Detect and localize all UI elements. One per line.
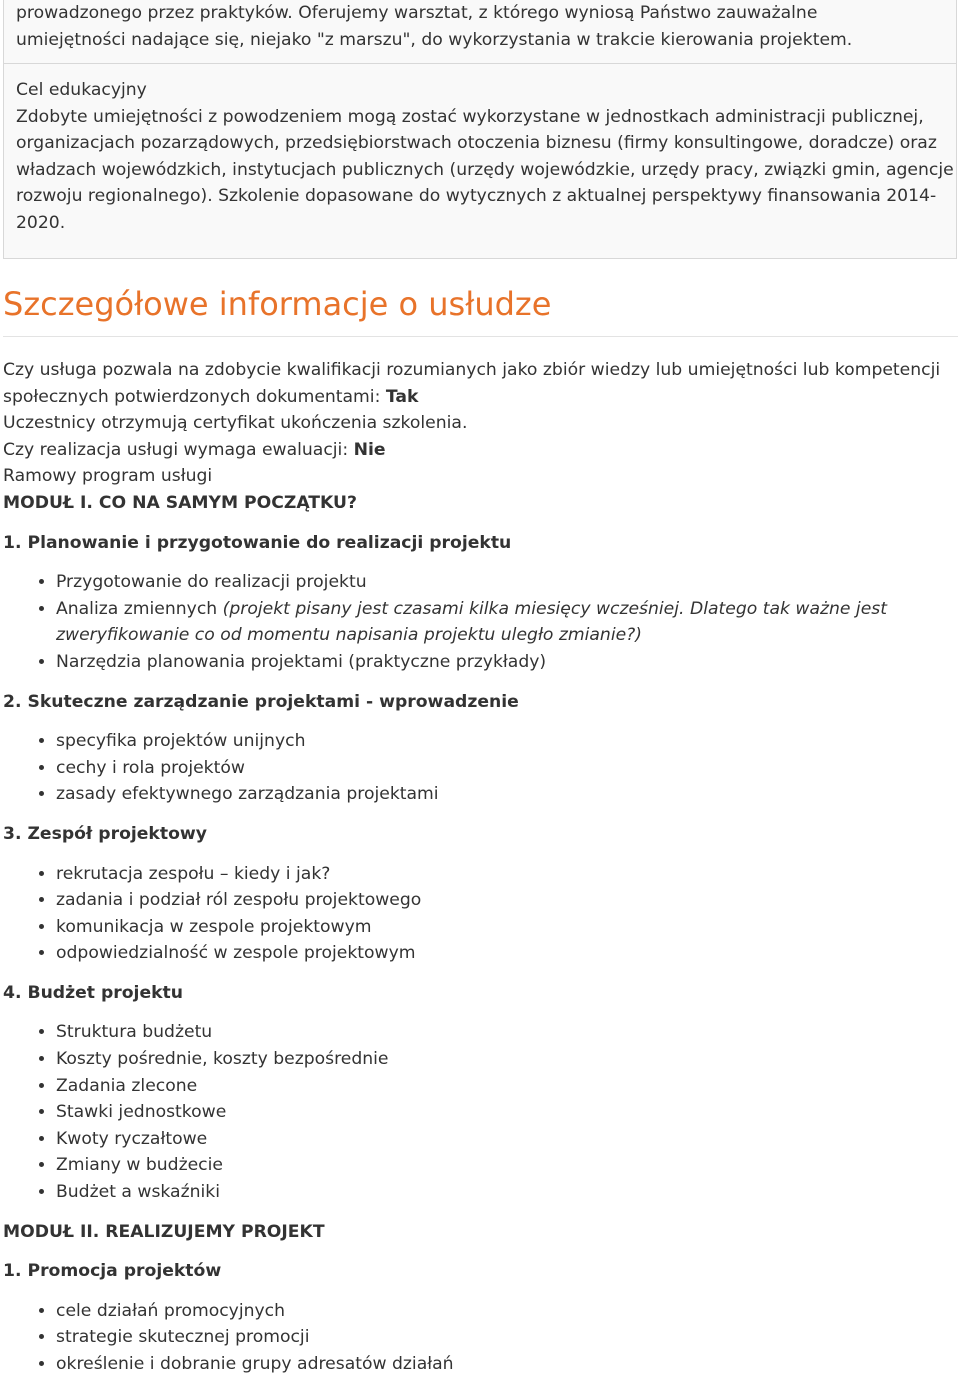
intro-text (16, 0, 956, 53)
module-1-section-3-title: 3. Zespół projektowy (3, 823, 207, 844)
list-item: • odpowiedzialność w zespole projektowym (56, 940, 953, 967)
evaluation-answer: Nie (353, 439, 386, 460)
qualification-question-text: Czy usługa pozwala na zdobycie kwalifikacji rozumianych jako zbiór wiedzy lub umiejętności lub kompetencji społecznych potwierdzonych dokumentami: (3, 360, 941, 407)
list-item: • Struktura budżetu (56, 1019, 953, 1046)
list-item: • Narzędzia planowania projektami (praktyczne przykłady) (56, 649, 953, 676)
list-item (56, 596, 953, 649)
module-2-section-1-title: 1. Promocja projektów (3, 1261, 222, 1282)
list-item: • Koszty pośrednie, koszty bezpośrednie (56, 1046, 953, 1073)
goal-text: Zdobyte umiejętności z powodzeniem mogą zostać wykorzystane w jednostkach administracji publicznej, organizacjach pozarządowych, przedsiębiorstwach otoczenia biznesu (firmy konsultingowe, doradcze) oraz władzach wojewódzkich, instytucjach publicznych (urzędy wojewódzkie, urzędy pracy, związki gmin, agencje rozwoju regionalnego). Szkolenie dopasowane do wytycznych z aktualnej perspektywy finansowania 2014-2020. (16, 106, 954, 233)
section-divider (3, 336, 958, 337)
module-1-section-4-title: 4. Budżet projektu (3, 982, 183, 1003)
list-item: • Budżet a wskaźniki (56, 1179, 953, 1206)
certificate-info: Uczestnicy otrzymują certyfikat ukończenia szkolenia. (3, 413, 468, 434)
list-item: • Kwoty ryczałtowe (56, 1126, 953, 1153)
goal-box (3, 63, 957, 259)
list-item: • cechy i rola projektów (56, 755, 953, 782)
qualification-question (3, 357, 953, 410)
module-2-section-1-list (3, 1298, 953, 1378)
goal-heading: Cel edukacyjny (16, 80, 147, 100)
list-item: • Zmiany w budżecie (56, 1152, 953, 1179)
evaluation-question-text: Czy realizacja usługi wymaga ewaluacji: (3, 439, 354, 460)
list-item: • zadania i podział ról zespołu projektowego (56, 887, 953, 914)
list-item: • Zadania zlecone (56, 1073, 953, 1100)
list-item-text: Analiza zmiennych (56, 598, 223, 619)
list-item: • cele działań promocyjnych (56, 1298, 953, 1325)
intro-line-2: umiejętności nadające się, niejako "z marszu", do wykorzystania w trakcie kierowania projektem. (16, 29, 853, 50)
module-1-section-2-title: 2. Skuteczne zarządzanie projektami - wprowadzenie (3, 691, 519, 712)
module-1-section-4-list (3, 1019, 953, 1205)
program-heading: Ramowy program usługi (3, 466, 213, 487)
service-details (3, 357, 953, 1378)
list-item: • Stawki jednostkowe (56, 1099, 953, 1126)
module-1-section-1-title: 1. Planowanie i przygotowanie do realizacji projektu (3, 532, 512, 553)
module-1-section-3-list (3, 861, 953, 967)
list-item: • strategie skutecznej promocji (56, 1324, 953, 1351)
list-item: • komunikacja w zespole projektowym (56, 914, 953, 941)
module-2-title: MODUŁ II. REALIZUJEMY PROJEKT (3, 1221, 325, 1242)
section-title: Szczegółowe informacje o usłudze (3, 285, 552, 323)
list-item: • rekrutacja zespołu – kiedy i jak? (56, 861, 953, 888)
list-item: • zasady efektywnego zarządzania projektami (56, 781, 953, 808)
module-1-section-1-list (3, 569, 953, 675)
intro-continuation-box (3, 0, 957, 64)
intro-line-1: prowadzonego przez praktyków. Oferujemy warsztat, z którego wyniosą Państwo zauważalne (16, 3, 818, 23)
module-1-title: MODUŁ I. CO NA SAMYM POCZĄTKU? (3, 492, 357, 513)
list-item: • specyfika projektów unijnych (56, 728, 953, 755)
module-1-section-2-list (3, 728, 953, 808)
list-item: • Przygotowanie do realizacji projektu (56, 569, 953, 596)
list-item: • określenie i dobranie grupy adresatów działań (56, 1351, 953, 1378)
evaluation-question (3, 437, 953, 464)
list-item-note: (projekt pisany jest czasami kilka miesięcy wcześniej. Dlatego tak ważne jest zweryfikowanie co od momentu napisania projektu uległo zmianie?) (56, 598, 887, 646)
qualification-answer: Tak (385, 386, 419, 407)
